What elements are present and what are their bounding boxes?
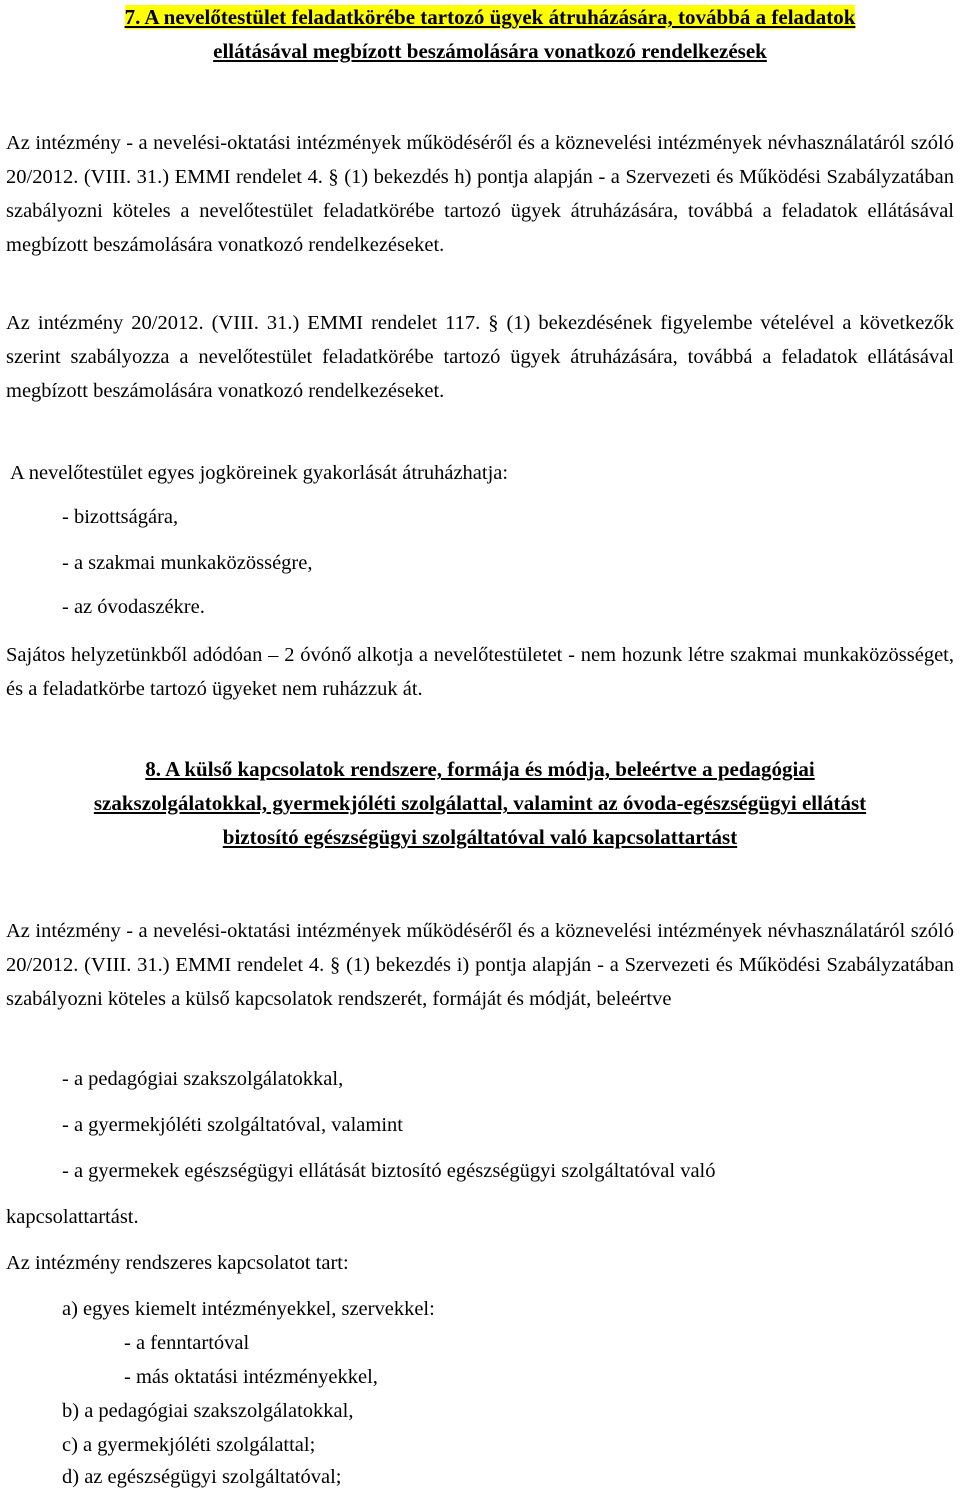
section-8-heading-line1: 8. A külső kapcsolatok rendszere, formája és módja, beleértve a pedagógiai [145,757,815,781]
list-subitem: - a fenntartóval [124,1332,250,1354]
section-7-paragraph-1: Az intézmény - a nevelési-oktatási intézmények működéséről és a köznevelési intézmények névhasználatáról szóló 20/2012. (VIII. 31.) EMMI rendelet 4. § (1) bekezdés h) pontja alapján - a Szervezeti és Működési Szabályzatában szabályozni köteles a nevelőtestület feladatkörébe tartozó ügyek átruházására, továbbá a feladatok ellátásával megbízott beszámolására vonatkozó rendelkezéseket. [6,132,954,256]
section-8-heading-line3: biztosító egészségügyi szolgáltatóval való kapcsolattartást [222,825,738,849]
section-7-paragraph-3: Sajátos helyzetünkből adódóan – 2 óvónő alkotja a nevelőtestületet - nem hozunk létre szakmai munkaközösséget, és a feladatkörbe tartozó ügyeket nem ruházzuk át. [6,644,954,700]
section-7-heading-line1: 7. A nevelőtestület feladatkörébe tartozó ügyek átruházására, továbbá a feladatok [124,5,856,29]
list-item-b: b) a pedagógiai szakszolgálatokkal, [62,1400,354,1422]
contact-item: - a pedagógiai szakszolgálatokkal, [62,1068,344,1090]
section-7-heading [40,0,940,68]
list-item-c: c) a gyermekjóléti szolgálattal; [62,1434,316,1456]
section-7-heading-line2: ellátásával megbízott beszámolására vonatkozó rendelkezések [213,39,767,63]
delegation-intro: A nevelőtestület egyes jogköreinek gyakorlását átruházhatja: [10,462,509,484]
contact-items-tail: kapcsolattartást. [6,1206,139,1228]
delegation-item: - bizottságára, [62,506,179,528]
regular-contacts-intro: Az intézmény rendszeres kapcsolatot tart: [6,1252,349,1274]
contact-item: - a gyermekjóléti szolgáltatóval, valamint [62,1114,403,1136]
delegation-item: - az óvodaszékre. [62,596,205,618]
list-item-a: a) egyes kiemelt intézményekkel, szervekkel: [62,1298,435,1320]
section-8-paragraph-1: Az intézmény - a nevelési-oktatási intézmények működéséről és a köznevelési intézmények névhasználatáról szóló 20/2012. (VIII. 31.) EMMI rendelet 4. § (1) bekezdés i) pontja alapján - a Szervezeti és Működési Szabályzatában szabályozni köteles a külső kapcsolatok rendszerét, formáját és módját, beleértve [6,920,954,1010]
list-subitem: - más oktatási intézményekkel, [124,1366,378,1388]
section-7-paragraph-2: Az intézmény 20/2012. (VIII. 31.) EMMI rendelet 117. § (1) bekezdésének figyelembe vételével a következők szerint szabályozza a nevelőtestület feladatkörébe tartozó ügyek átruházására, továbbá a feladatok ellátásával megbízott beszámolására vonatkozó rendelkezéseket. [6,312,954,402]
list-item-d: d) az egészségügyi szolgáltatóval; [62,1466,342,1488]
contact-item: - a gyermekek egészségügyi ellátását biztosító egészségügyi szolgáltatóval való [62,1160,716,1182]
delegation-item: - a szakmai munkaközösségre, [62,552,313,574]
section-8-heading-line2: szakszolgálatokkal, gyermekjóléti szolgálattal, valamint az óvoda-egészségügyi ellátást [93,791,867,815]
section-8-heading [6,752,954,854]
